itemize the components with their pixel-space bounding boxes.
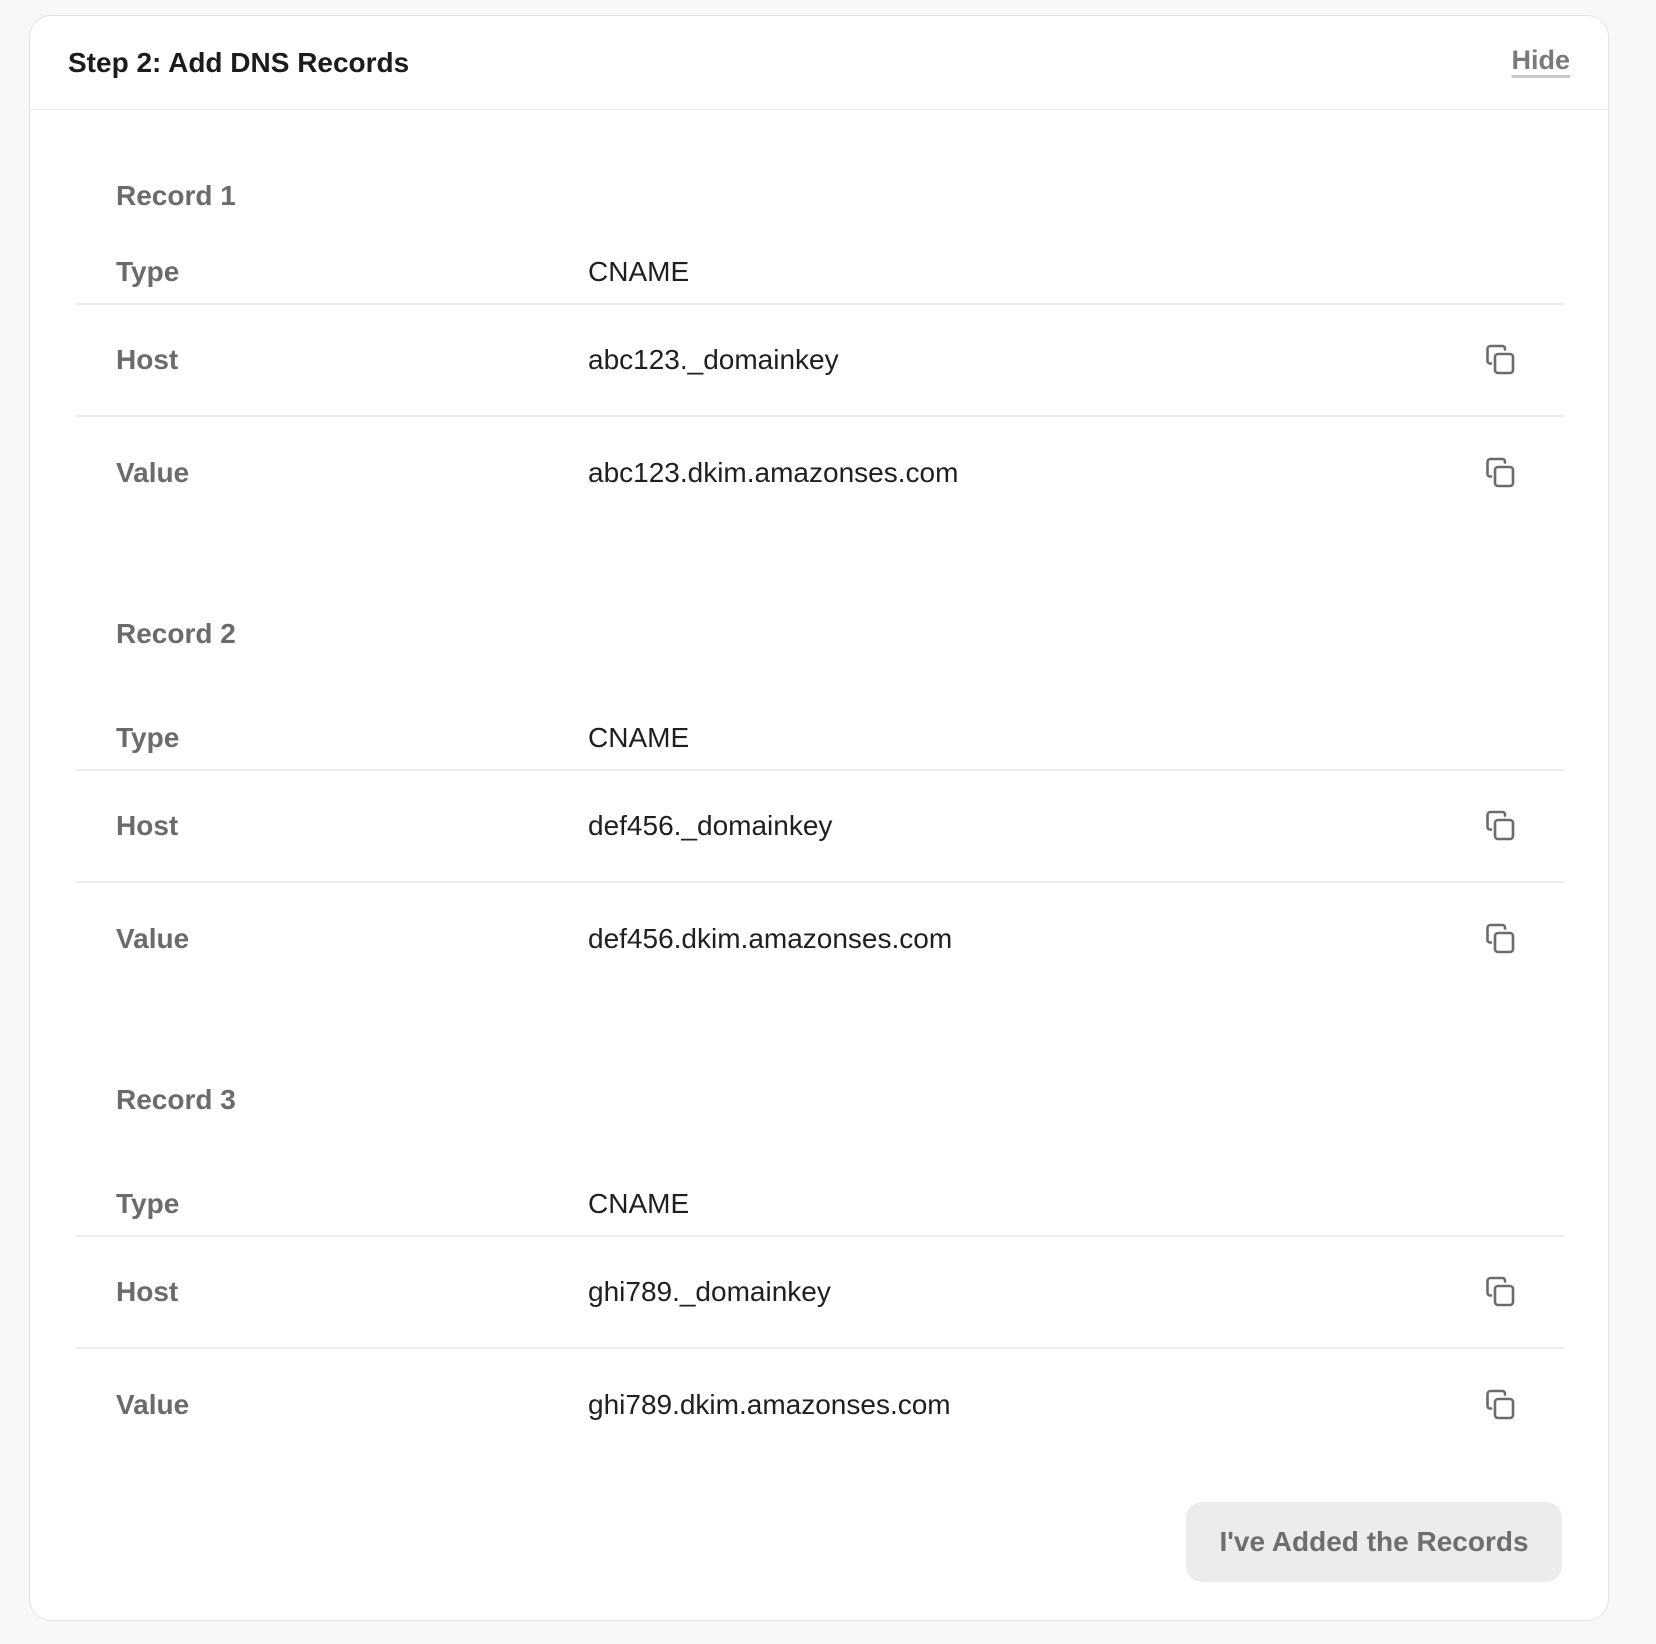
record-title: Record 3 (116, 1084, 236, 1115)
record-title: Record 1 (116, 180, 236, 211)
card-header (30, 16, 1608, 110)
records-added-button[interactable]: I've Added the Records (1186, 1502, 1562, 1582)
type-value: CNAME (588, 256, 690, 287)
copy-host-button[interactable] (1482, 1274, 1518, 1310)
type-row (76, 1171, 1564, 1237)
host-value: ghi789._domainkey (588, 1276, 831, 1307)
copy-icon (1482, 1274, 1518, 1310)
type-label: Type (116, 1188, 180, 1219)
copy-icon (1482, 921, 1518, 957)
host-label: Host (116, 1276, 179, 1307)
value-value: abc123.dkim.amazonses.com (588, 457, 959, 488)
dns-records-card (29, 15, 1609, 1621)
copy-value-button[interactable] (1482, 921, 1518, 957)
type-row (76, 705, 1564, 771)
record (76, 529, 1564, 995)
copy-icon (1482, 808, 1518, 844)
type-value: CNAME (588, 1188, 690, 1219)
copy-host-button[interactable] (1482, 808, 1518, 844)
host-value: def456._domainkey (588, 810, 833, 841)
type-label: Type (116, 256, 180, 287)
host-label: Host (116, 810, 179, 841)
host-row (76, 1237, 1564, 1349)
copy-value-button[interactable] (1482, 1387, 1518, 1423)
value-label: Value (116, 1389, 190, 1420)
value-value: ghi789.dkim.amazonses.com (588, 1389, 951, 1420)
copy-value-button[interactable] (1482, 455, 1518, 491)
records-list (76, 109, 1564, 1461)
value-row (76, 417, 1564, 529)
record-title: Record 2 (116, 618, 236, 649)
copy-icon (1482, 1387, 1518, 1423)
host-row (76, 305, 1564, 417)
type-row (76, 239, 1564, 305)
card-title: Step 2: Add DNS Records (68, 47, 410, 78)
copy-host-button[interactable] (1482, 342, 1518, 378)
record (76, 995, 1564, 1461)
copy-icon (1482, 455, 1518, 491)
host-label: Host (116, 344, 179, 375)
host-value: abc123._domainkey (588, 344, 839, 375)
value-row (76, 883, 1564, 995)
record (76, 109, 1564, 529)
copy-icon (1482, 342, 1518, 378)
value-label: Value (116, 923, 190, 954)
host-row (76, 771, 1564, 883)
value-value: def456.dkim.amazonses.com (588, 923, 953, 954)
hide-link[interactable]: Hide (1511, 45, 1570, 75)
value-label: Value (116, 457, 190, 488)
type-label: Type (116, 722, 180, 753)
value-row (76, 1349, 1564, 1461)
type-value: CNAME (588, 722, 690, 753)
